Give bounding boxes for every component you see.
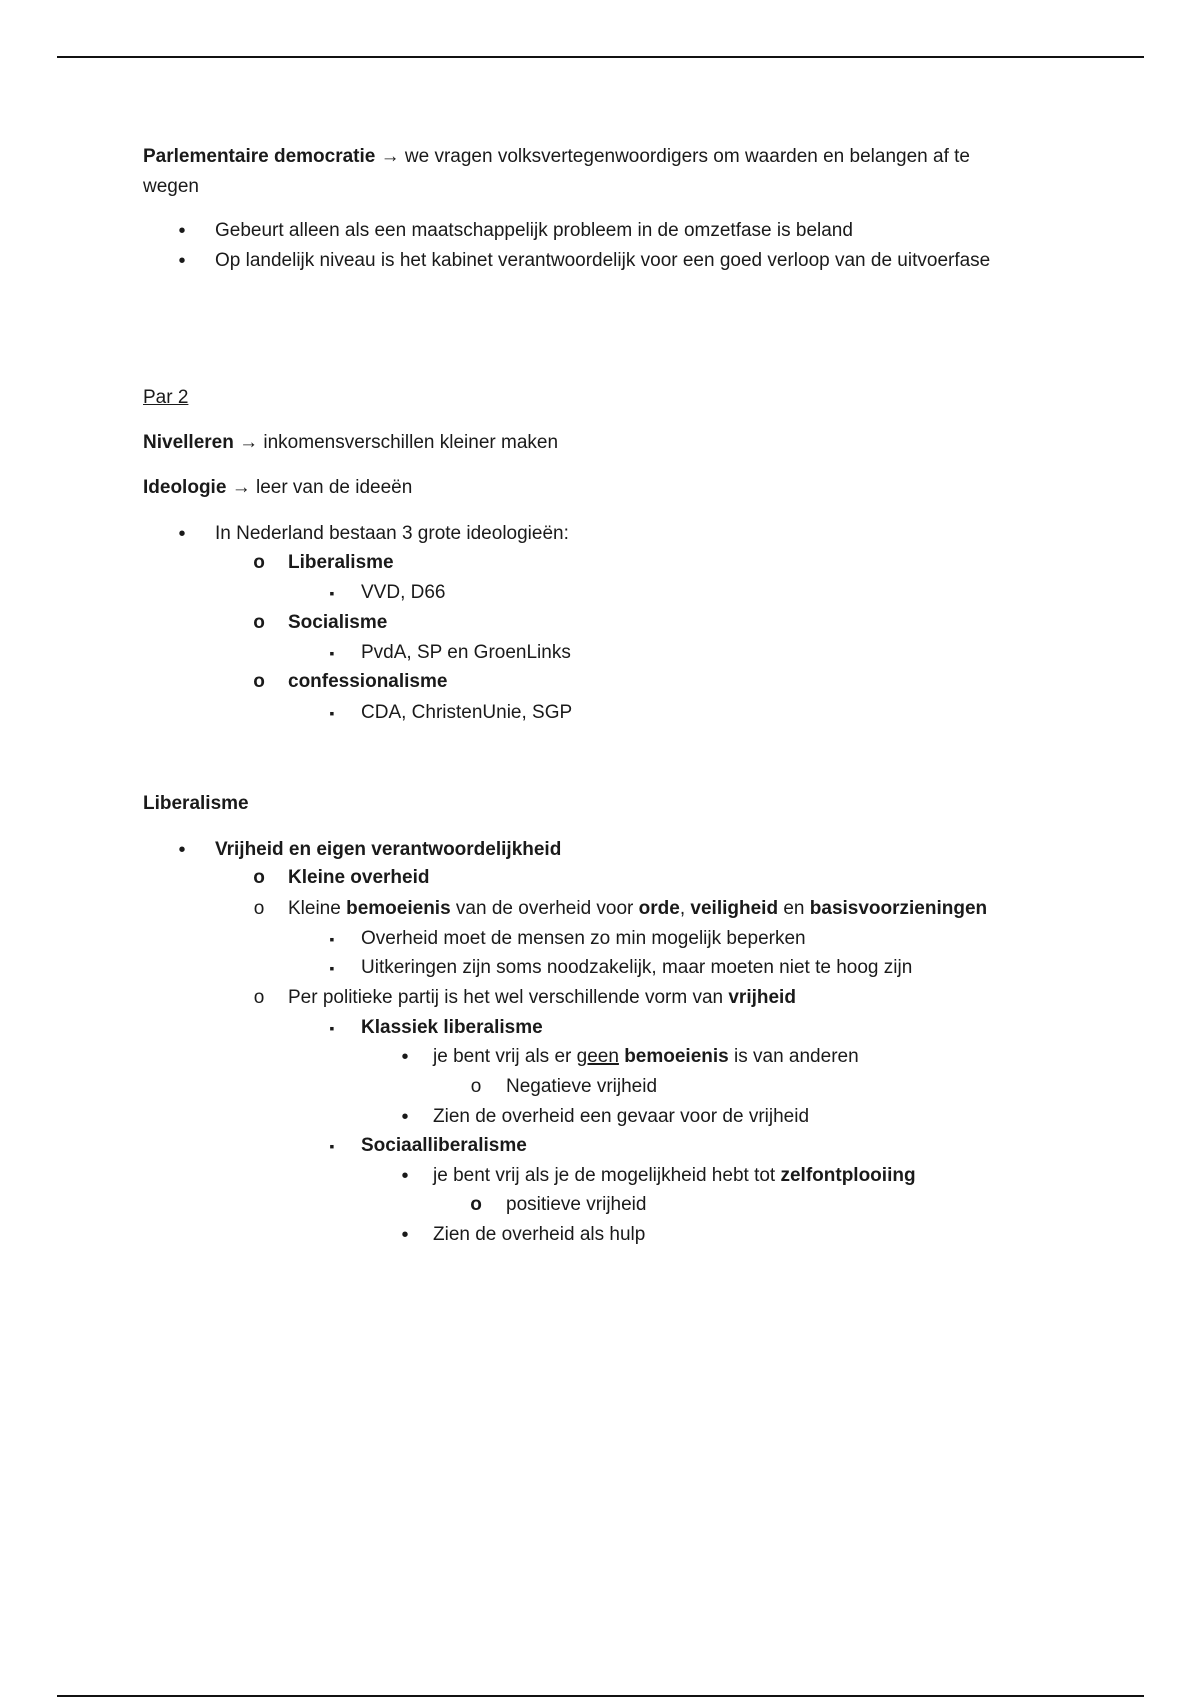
- square-bullet-icon: [322, 927, 342, 951]
- bullet-icon: [172, 219, 192, 244]
- bullet-icon: [172, 838, 192, 863]
- arrow-icon: →: [380, 146, 400, 167]
- circle-bullet-icon: [466, 1193, 486, 1217]
- circle-bullet-icon: [249, 897, 269, 921]
- term-nivelleren: Nivelleren: [143, 432, 234, 453]
- term-ideologie: Ideologie: [143, 477, 227, 498]
- square-bullet-icon: [322, 701, 342, 725]
- bullet-icon: [395, 1223, 415, 1248]
- bullet-icon: [395, 1105, 415, 1130]
- section-heading-liberalisme: Liberalisme: [143, 793, 249, 814]
- header-rule: [57, 56, 1144, 58]
- definition-parlementaire-democratie: [143, 145, 970, 169]
- square-bullet-icon: [322, 956, 342, 980]
- circle-bullet-icon: [466, 1075, 486, 1099]
- arrow-icon: →: [231, 477, 251, 498]
- definition-nivelleren: Nivelleren → inkomensverschillen kleiner maken: [143, 432, 559, 453]
- square-bullet-icon: [322, 581, 342, 605]
- circle-bullet-icon: [249, 986, 269, 1010]
- circle-bullet-icon: [249, 670, 269, 694]
- term-parlementaire-democratie: Parlementaire democratie: [143, 146, 376, 167]
- bullet-icon: [395, 1045, 415, 1070]
- circle-bullet-icon: [249, 866, 269, 890]
- bullet-icon: [395, 1164, 415, 1189]
- arrow-icon: →: [239, 432, 259, 453]
- square-bullet-icon: [322, 1016, 342, 1040]
- definition-continuation: wegen: [143, 176, 199, 197]
- bullet-icon: [172, 522, 192, 547]
- bullet-icon: [172, 249, 192, 274]
- section-heading-par2: Par 2: [143, 387, 189, 408]
- circle-bullet-icon: [249, 611, 269, 635]
- definition-ideologie: Ideologie → leer van de ideeën: [143, 477, 413, 498]
- footer-rule: [57, 1695, 1144, 1697]
- circle-bullet-icon: [249, 551, 269, 575]
- square-bullet-icon: [322, 1134, 342, 1158]
- definition-text: we vragen volksvertegenwoordigers om waarden en belangen af te: [404, 146, 970, 167]
- square-bullet-icon: [322, 641, 342, 665]
